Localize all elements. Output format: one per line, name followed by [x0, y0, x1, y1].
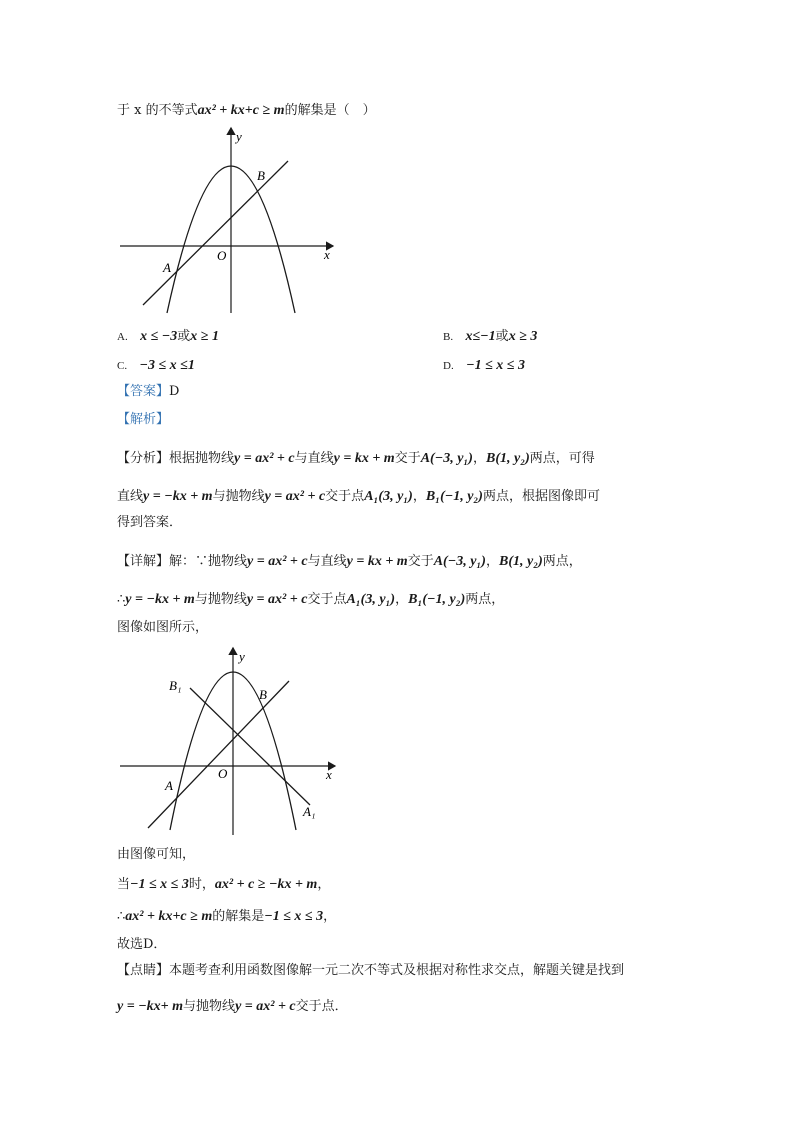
xiangjie-line-3: 图像如图所示， [117, 620, 209, 635]
x-axis-label: x [326, 767, 332, 782]
analysis-tag: 【解析】 [117, 412, 170, 427]
question-line: 于 x 的不等式ax² + kx+c ≥ m的解集是（ ） [117, 103, 376, 118]
fenxi-line-2: 直线y = −kx + m与抛物线y = ax² + c交于点A₁(3, y₁)，B₁(−1, y₂)两点，根据图像即可 [117, 489, 600, 504]
fenxi-line-3: 得到答案． [117, 515, 183, 530]
conclusion-line-4: 故选D． [117, 937, 167, 952]
x-axis-label: x [324, 247, 330, 262]
analysis-tag-line [117, 410, 169, 430]
conclusion-line-1: 由图像可知， [117, 847, 196, 862]
conclusion-line-2: 当−1 ≤ x ≤ 3时，ax² + c ≥ −kx + m， [117, 877, 331, 892]
option-d: D. −1 ≤ x ≤ 3 [443, 358, 525, 373]
option-a: A. x ≤ −3或x ≥ 1 [117, 329, 219, 344]
origin-label: O [218, 766, 228, 781]
line-y-neg-kx-m [190, 688, 310, 805]
figure-1 [115, 125, 335, 315]
answer-value: D [169, 384, 180, 399]
origin-label: O [217, 248, 227, 263]
y-axis-label: y [236, 129, 242, 144]
point-b1-label: B₁ [169, 678, 182, 693]
line-y-kx-m [143, 161, 288, 305]
point-a1-label: A₁ [303, 804, 316, 819]
answer-line [117, 382, 179, 402]
figure-2 [115, 640, 345, 840]
xiangjie-line-1: 【详解】解：∵抛物线y = ax² + c与直线y = kx + m交于A(−3, y₁)，B(1, y₂)两点， [117, 554, 582, 569]
point-a-label: A [165, 778, 173, 793]
point-b-label: B [259, 687, 267, 702]
point-b-label: B [257, 168, 265, 183]
option-c: C. −3 ≤ x ≤1 [117, 358, 195, 373]
option-b: B. x≤−1或x ≥ 3 [443, 329, 538, 344]
xiangjie-line-2: ∴y = −kx + m与抛物线y = ax² + c交于点A₁(3, y₁)，B₁(−1, y₂)两点， [117, 592, 505, 607]
point-a-label: A [163, 260, 171, 275]
y-axis-label: y [239, 649, 245, 664]
conclusion-line-3: ∴ax² + kx+c ≥ m的解集是−1 ≤ x ≤ 3， [117, 909, 337, 924]
dianjing-line-2: y = −kx+ m与抛物线y = ax² + c交于点． [117, 999, 348, 1014]
answer-tag: 【答案】 [117, 384, 170, 399]
dianjing-line-1: 【点睛】本题考查利用函数图像解一元二次不等式及根据对称性求交点，解题关键是找到 [117, 963, 625, 978]
fenxi-line-1: 【分析】根据抛物线y = ax² + c与直线y = kx + m交于A(−3, y₁)，B(1, y₂)两点，可得 [117, 451, 595, 466]
line-y-kx-m [148, 681, 289, 828]
inequality-expr: ax² + kx+c ≥ m [197, 103, 285, 118]
